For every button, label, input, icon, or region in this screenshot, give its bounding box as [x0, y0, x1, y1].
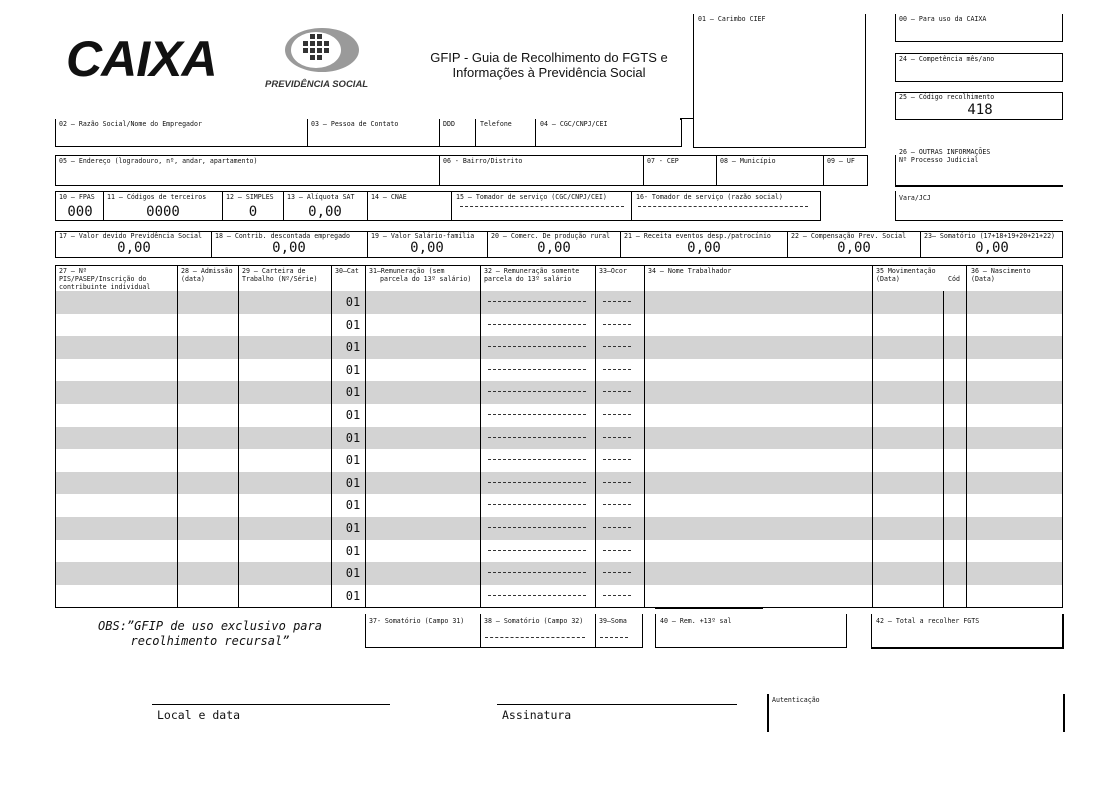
- label-13: 13 – Alíquota SAT: [287, 193, 355, 201]
- cell-30-categoria: 01: [345, 317, 361, 332]
- value-13: 0,00: [308, 204, 342, 220]
- header-32-a: 32 – Remuneração somente: [484, 267, 580, 275]
- label-42: 42 – Total a recolher FGTS: [876, 617, 980, 625]
- value-23: 0,00: [975, 240, 1009, 256]
- label-37: 37- Somatório (Campo 31): [369, 617, 465, 625]
- form-title: [408, 50, 690, 80]
- label-15: 15 – Tomador de serviço (CGC/CNPJ/CEI): [456, 193, 607, 201]
- label-23: 23– Somatório (17+18+19+20+21+22): [924, 232, 1056, 240]
- cell-30-categoria: 01: [345, 385, 361, 400]
- label-21: 21 – Receita eventos desp./patrocínio: [624, 232, 771, 240]
- header-35-a: 35 Movimentação: [876, 267, 936, 275]
- header-28-b: (data): [181, 275, 205, 283]
- header-31-b: parcela do 13º salário): [380, 275, 472, 283]
- cell-30-categoria: 01: [345, 498, 361, 513]
- cell-30-categoria: 01: [345, 430, 361, 445]
- cell-30-categoria: 01: [345, 566, 361, 581]
- value-18: 0,00: [272, 240, 306, 256]
- cell-30-categoria: 01: [345, 521, 361, 535]
- form-title-line2: Informações à Previdência Social: [452, 65, 646, 80]
- cell-30-categoria: 01: [345, 453, 361, 468]
- obs-note: [70, 619, 350, 649]
- assinatura-label: Assinatura: [502, 708, 572, 722]
- label-38: 38 – Somatório (Campo 32): [484, 617, 584, 625]
- header-27-a: 27 – Nº: [59, 267, 87, 275]
- obs-line2: recolhimento recursal”: [130, 634, 290, 648]
- header-33: 33–Ocor: [599, 267, 627, 275]
- label-autenticacao: Autenticação: [772, 696, 820, 704]
- header-28-a: 28 – Admissão: [181, 267, 233, 275]
- value-20: 0,00: [537, 240, 571, 256]
- label-05: 05 – Endereço (logradouro, nº, andar, apartamento): [59, 157, 258, 165]
- value-19: 0,00: [410, 240, 444, 256]
- label-09: 09 – UF: [827, 157, 855, 165]
- label-25: 25 – Código recolhimento: [899, 93, 995, 101]
- header-29-a: 29 – Carteira de: [242, 267, 306, 275]
- local-data-label: Local e data: [157, 708, 241, 722]
- label-40: 40 – Rem. +13º sal: [660, 617, 732, 625]
- label-ddd: DDD: [443, 120, 455, 128]
- header-35-c: Cód: [948, 275, 960, 283]
- header-30: 30–Cat: [335, 267, 359, 275]
- local-data-line: [152, 704, 390, 705]
- label-03: 03 – Pessoa de Contato: [311, 120, 399, 128]
- label-00: 00 – Para uso da CAIXA: [899, 15, 987, 23]
- value-11: 0000: [146, 204, 180, 220]
- cell-30-categoria: 01: [345, 408, 361, 422]
- label-10: 10 – FPAS: [59, 193, 95, 201]
- label-01: 01 – Carimbo CIEF: [698, 15, 766, 23]
- header-31-a: 31–Remuneração (sem: [369, 267, 445, 275]
- label-16: 16- Tomador de serviço (razão social): [636, 193, 783, 201]
- cell-30-categoria: 01: [345, 362, 361, 377]
- cell-30-categoria: 01: [345, 295, 361, 309]
- label-08: 08 – Município: [720, 157, 776, 165]
- field-01-carimbo-cief: [693, 14, 866, 148]
- label-14: 14 – CNAE: [371, 193, 407, 201]
- worker-table: [55, 265, 1063, 608]
- label-07: 07 - CEP: [647, 157, 679, 165]
- header-36-b: (Data): [971, 275, 995, 283]
- header-34: 34 – Nome Trabalhador: [648, 267, 732, 275]
- header-36-a: 36 – Nascimento: [971, 267, 1031, 275]
- label-04: 04 – CGC/CNPJ/CEI: [540, 120, 608, 128]
- label-12: 12 – SIMPLES: [226, 193, 274, 201]
- label-24: 24 – Competência mês/ano: [899, 55, 995, 63]
- label-39: 39–Soma: [599, 617, 627, 625]
- value-10: 000: [67, 204, 93, 220]
- field-26-outras-informacoes: [895, 155, 1063, 187]
- previdencia-logo-icon: [282, 26, 362, 78]
- cell-30-categoria: 01: [345, 543, 361, 558]
- label-19: 19 – Valor Salário-família: [371, 232, 475, 240]
- value-25: 418: [967, 102, 993, 118]
- header-27-c: contribuinte individual: [59, 283, 151, 291]
- label-06: 06 - Bairro/Distrito: [443, 157, 523, 165]
- value-17: 0,00: [117, 240, 151, 256]
- field-vara-jcj: [895, 191, 1063, 221]
- previdencia-logo-text: PREVIDÊNCIA SOCIAL: [265, 79, 369, 90]
- label-vara-jcj: Vara/JCJ: [899, 194, 931, 202]
- label-20: 20 – Comerc. De produção rural: [491, 232, 611, 240]
- header-35-b: (Data): [876, 275, 900, 283]
- label-11: 11 – Códigos de terceiros: [107, 193, 207, 201]
- value-21: 0,00: [687, 240, 721, 256]
- obs-line1: OBS:”GFIP de uso exclusivo para: [98, 619, 322, 633]
- cell-30-categoria: 01: [345, 475, 361, 490]
- label-17: 17 – Valor devido Previdência Social: [59, 232, 202, 240]
- form-title-line1: GFIP - Guia de Recolhimento do FGTS e: [430, 50, 668, 65]
- header-27-b: PIS/PASEP/Inscrição do: [59, 275, 147, 283]
- header-29-b: Trabalho (Nº/Série): [242, 275, 318, 283]
- assinatura-line: [497, 704, 737, 705]
- caixa-logo: CAIXA: [66, 31, 217, 87]
- label-26: 26 – OUTRAS INFORMAÇÕES: [899, 148, 991, 156]
- label-22: 22 – Compensação Prev. Social: [791, 232, 907, 240]
- cell-30-categoria: 01: [345, 340, 361, 355]
- label-26-sub: Nº Processo Judicial: [899, 156, 979, 164]
- value-22: 0,00: [837, 240, 871, 256]
- label-02: 02 – Razão Social/Nome do Empregador: [59, 120, 202, 128]
- cell-30-categoria: 01: [345, 588, 361, 603]
- label-18: 18 – Contrib. descontada empregado: [215, 232, 350, 240]
- value-12: 0: [248, 204, 258, 220]
- label-telefone: Telefone: [480, 120, 512, 128]
- header-32-b: parcela do 13º salário: [484, 275, 572, 283]
